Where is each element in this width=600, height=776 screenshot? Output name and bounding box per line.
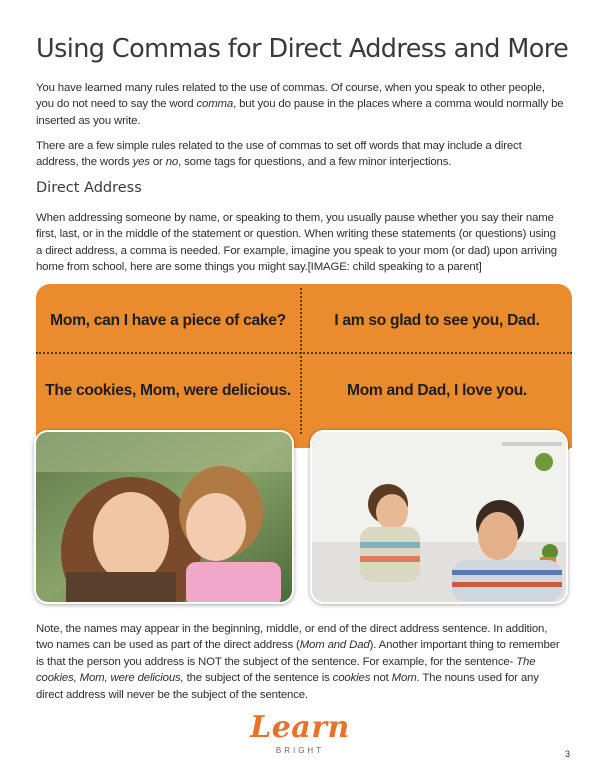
intro-paragraph-1: You have learned many rules related to the use of commas. Of course, when you speak to other people, you do not need to say the word comma, but you do pause in the places where a comma would normally be inserted as you write. [36, 82, 564, 127]
learn-bright-logo [240, 712, 360, 768]
note-paragraph: Note, the names may appear in the beginning, middle, or end of the direct address sentence. In addition, two names can be used as part of the direct address (Mom and Dad). Another important thing to remember is that the person you address is NOT the subject of the sentence. For example, for the sentence- The cookies, Mom, were delicious, the subject of the sentence is cookies not Mom. The nouns used for any direct address will never be the subject of the sentence. [36, 623, 560, 701]
example-sentence-4: Mom and Dad, I love you. [347, 382, 527, 399]
examples-panel [36, 284, 572, 448]
page-number: 3 [565, 749, 571, 759]
photo-mother-and-daughter [34, 430, 294, 604]
example-sentence-3: The cookies, Mom, were delicious. [45, 382, 291, 399]
intro-paragraph-2: There are a few simple rules related to the use of commas to set off words that may include a direct address, the words yes or no, some tags for questions, and a few minor interjections. [36, 140, 522, 169]
examples-vertical-divider [300, 288, 302, 434]
direct-address-paragraph: When addressing someone by name, or speaking to them, you usually pause whether you say their name first, last, or in the middle of the statement or question. When writing these statements (or questions) using a direct address, a comma is needed. For example, imagine you speak to your mom (or dad) upon arriving home from school, here are some things you might say.[IMAGE: child speaking to a parent] [36, 212, 557, 274]
page-title: Using Commas for Direct Address and More [36, 34, 569, 64]
example-sentence-2: I am so glad to see you, Dad. [334, 312, 540, 329]
photo-boy-and-father-illustration [312, 432, 566, 602]
example-sentence-1: Mom, can I have a piece of cake? [50, 312, 286, 329]
photo-mother-and-daughter-illustration [36, 432, 292, 602]
logo-subtitle: BRIGHT [275, 746, 325, 755]
examples-horizontal-divider [36, 352, 572, 354]
photo-boy-and-father [310, 430, 568, 604]
logo-wordmark: Learn [250, 710, 350, 745]
section-heading: Direct Address [36, 180, 142, 196]
